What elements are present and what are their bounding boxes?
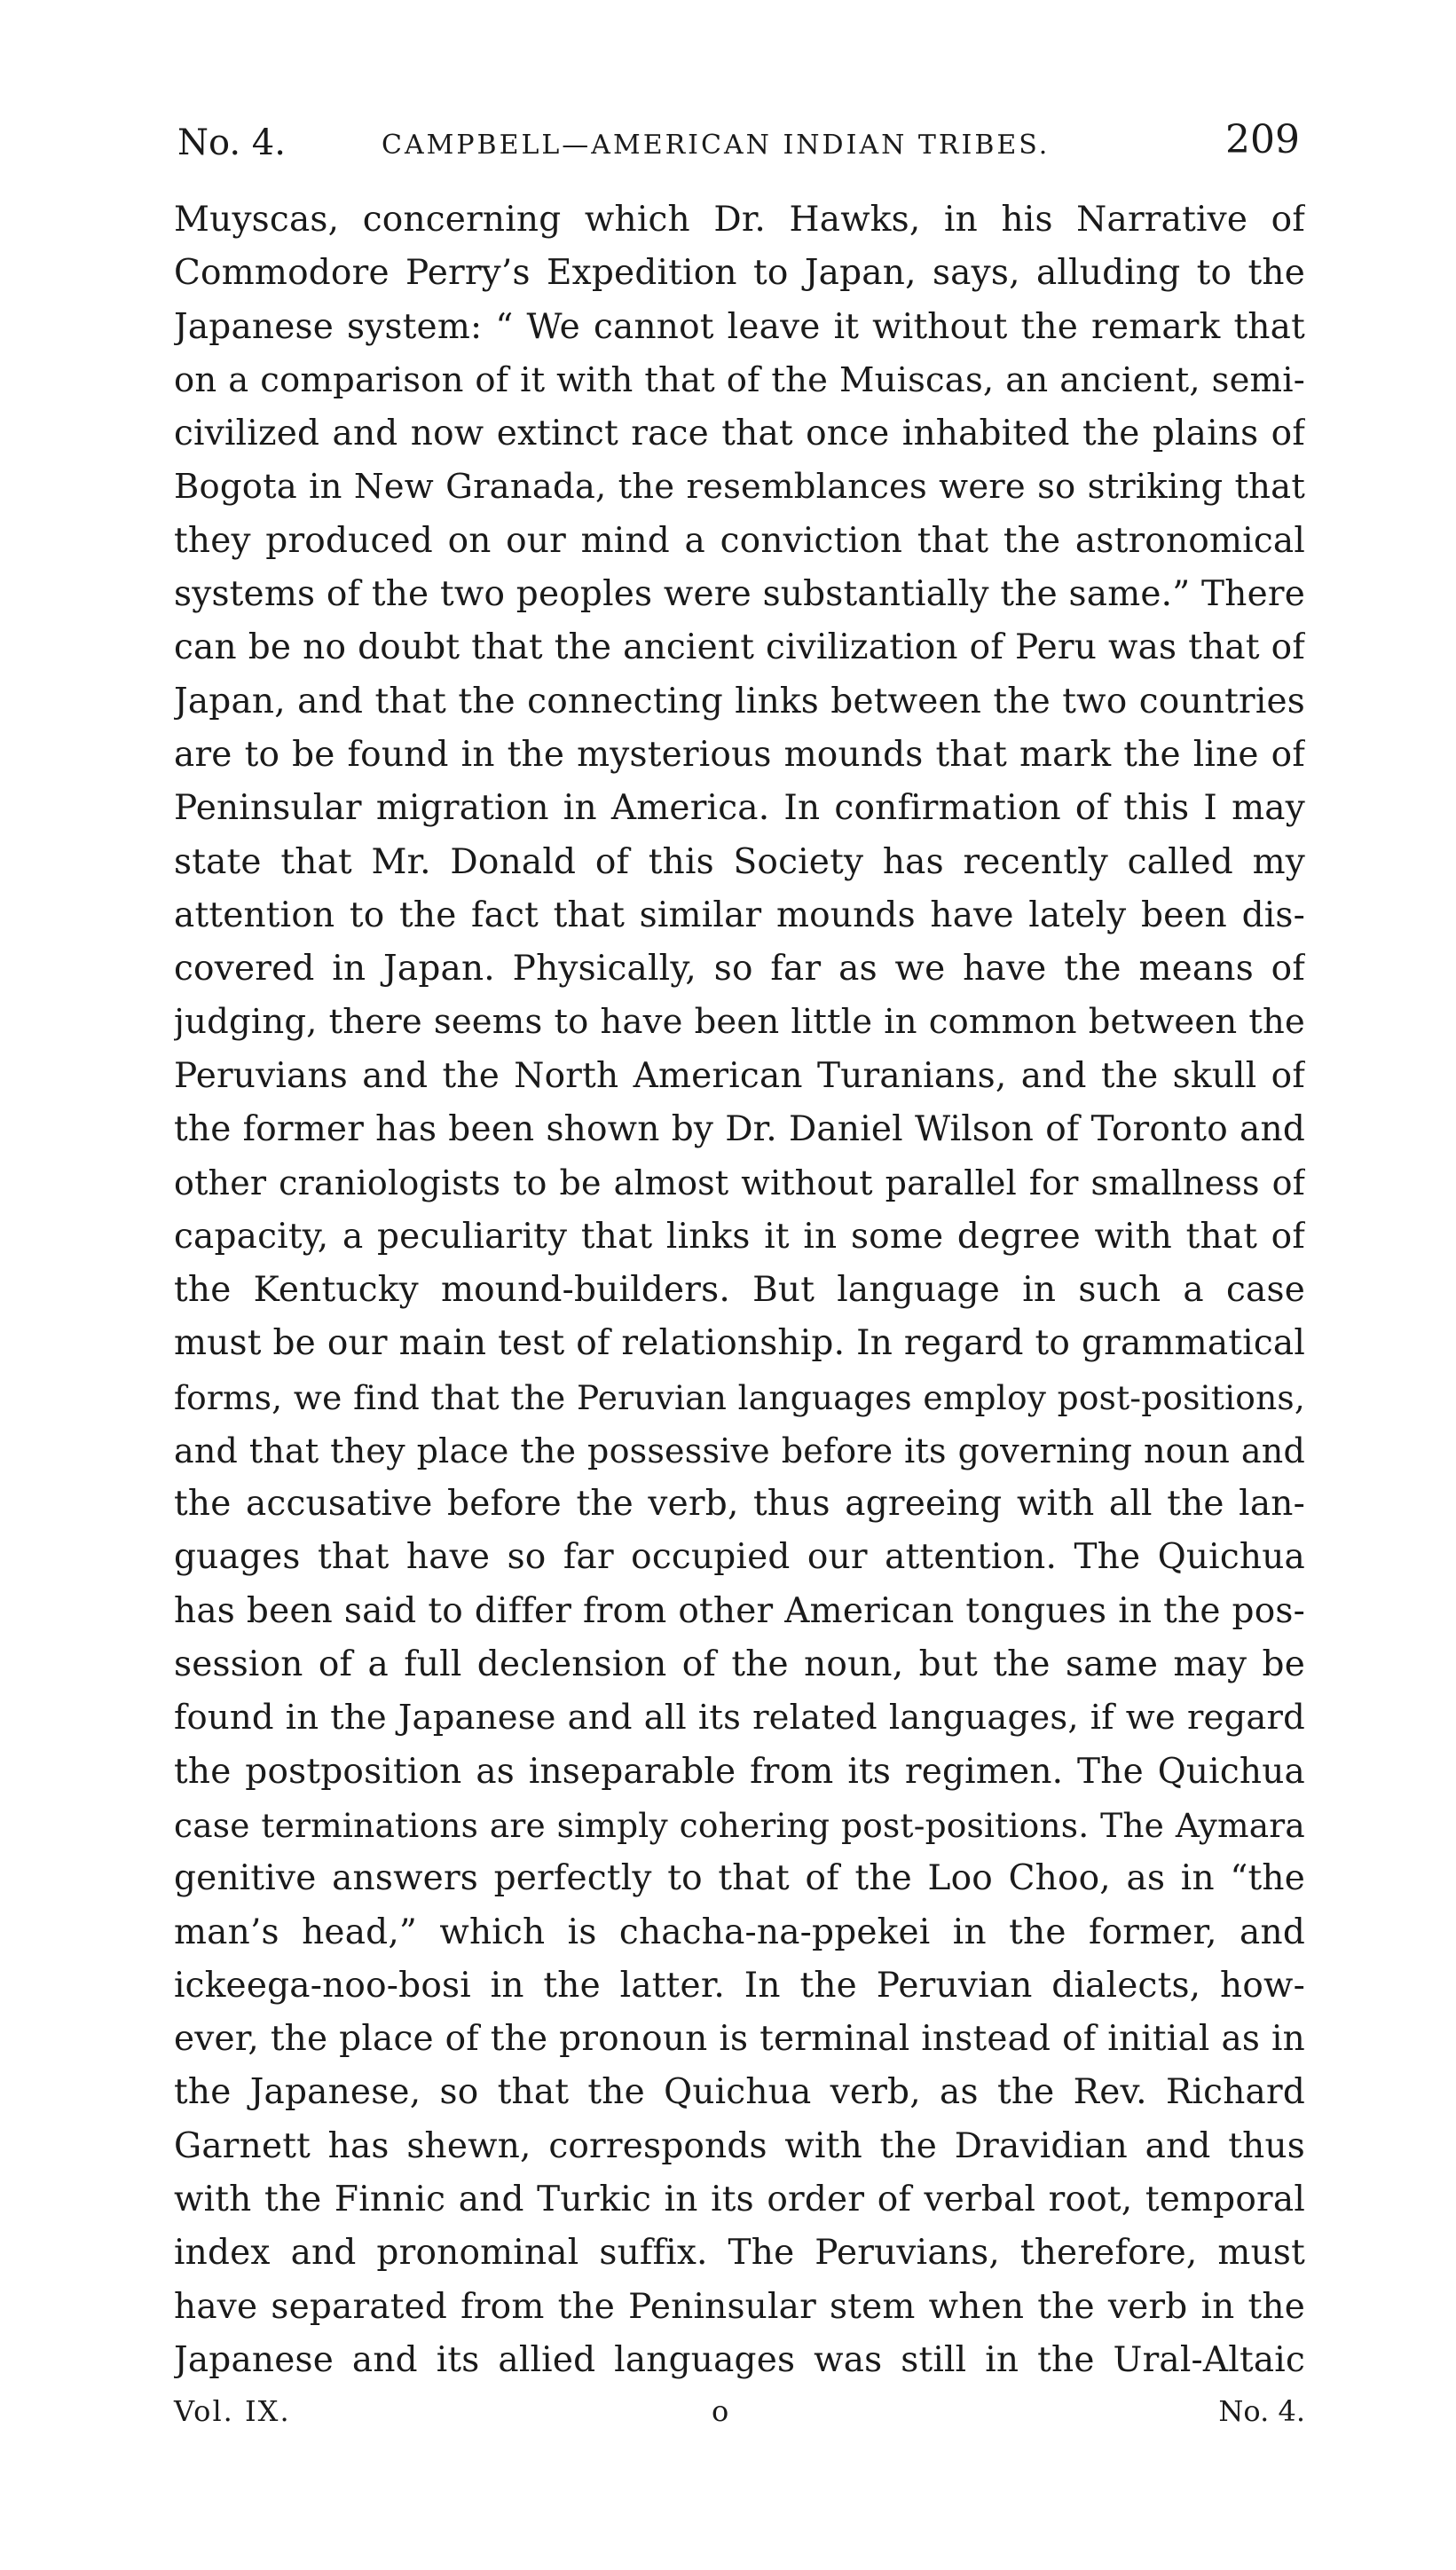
text-line: the Kentucky mound-builders. But language in such a case [174,1269,1305,1310]
text-line: session of a full declension of the noun, but the same may be [174,1644,1305,1685]
footer-volume: Vol. IX. [174,2394,291,2428]
text-line: Muyscas, concerning which Dr. Hawks, in his Narrative of [174,200,1305,240]
text-line: found in the Japanese and all its related languages, if we regard [174,1698,1305,1738]
header-running-title: CAMPBELL—AMERICAN INDIAN TRIBES. [382,130,1051,161]
footer-signature-mark: o [712,2394,729,2428]
text-line: the accusative before the verb, thus agreeing with all the lan- [174,1484,1305,1525]
header-issue-number: No. 4. [177,122,286,163]
text-line: the postposition as inseparable from its regimen. The Quichua [174,1751,1305,1792]
text-line: they produced on our mind a conviction that the astronomical [174,520,1305,561]
text-line: ickeega-noo-bosi in the latter. In the Peruvian dialects, how- [174,1965,1305,2006]
text-line: case terminations are simply cohering post-positions. The Aymara [174,1805,1305,1845]
text-line: civilized and now extinct race that once inhabited the plains of [174,414,1305,454]
text-line: the former has been shown by Dr. Daniel Wilson of Toronto and [174,1109,1305,1150]
text-line: Japanese and its allied languages was still in the Ural-Altaic [174,2339,1305,2380]
text-line: genitive answers perfectly to that of the Loo Choo, as in “the [174,1858,1305,1899]
text-line: Garnett has shewn, corresponds with the Dravidian and thus [174,2125,1305,2166]
text-line: Peninsular migration in America. In confirmation of this I may [174,788,1305,829]
text-line: Japanese system: “ We cannot leave it without the remark that [174,306,1305,347]
text-line: forms, we find that the Peruvian languages employ post-positions, [174,1377,1305,1417]
text-line: the Japanese, so that the Quichua verb, as the Rev. Richard [174,2072,1305,2113]
text-line: have separated from the Peninsular stem when the verb in the [174,2286,1305,2327]
text-line: guages that have so far occupied our attention. The Quichua [174,1537,1305,1578]
text-line: must be our main test of relationship. In regard to grammatical [174,1323,1305,1364]
text-line: covered in Japan. Physically, so far as we have the means of [174,949,1305,989]
text-line: Bogota in New Granada, the resemblances were so striking that [174,467,1305,508]
running-head [177,114,1300,167]
text-line: capacity, a peculiarity that links it in some degree with that of [174,1216,1305,1257]
text-line: attention to the fact that similar mounds have lately been dis- [174,895,1305,935]
body-text [174,193,1305,2387]
text-line: man’s head,” which is chacha-na-ppekei in the former, and [174,1912,1305,1952]
text-line: with the Finnic and Turkic in its order of verbal root, temporal [174,2179,1305,2219]
text-line: Commodore Perry’s Expedition to Japan, says, alluding to the [174,253,1305,294]
text-line: can be no doubt that the ancient civilization of Peru was that of [174,627,1305,668]
text-line: Japan, and that the connecting links between the two countries [174,681,1305,721]
footer-issue-number: No. 4. [1218,2394,1305,2428]
text-line: ever, the place of the pronoun is terminal instead of initial as in [174,2019,1305,2060]
text-line: on a comparison of it with that of the Muiscas, an ancient, semi- [174,359,1305,400]
text-line: are to be found in the mysterious mounds that mark the line of [174,734,1305,775]
page-footer [174,2394,1305,2439]
text-line: other craniologists to be almost without parallel for smallness of [174,1163,1305,1203]
text-line: has been said to differ from other American tongues in the pos- [174,1590,1305,1631]
text-line: Peruvians and the North American Turanians, and the skull of [174,1055,1305,1096]
text-line: index and pronominal suffix. The Peruvians, therefore, must [174,2233,1305,2274]
text-line: judging, there seems to have been little in common between the [174,1002,1305,1043]
page-number: 209 [1225,117,1300,162]
text-line: state that Mr. Donald of this Society has recently called my [174,841,1305,882]
text-line: and that they place the possessive before its governing noun and [174,1431,1305,1470]
text-line: systems of the two peoples were substantially the same.” There [174,574,1305,615]
